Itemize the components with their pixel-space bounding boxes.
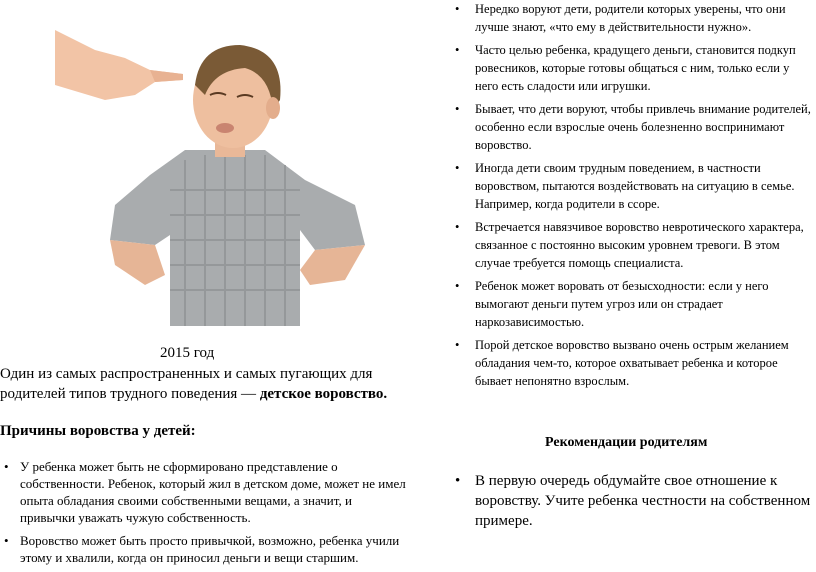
list-item: • Иногда дети своим трудным поведением, в частности воровством, пытаются воздействовать на ситуацию в семье. Например, когда родители в ссоре. bbox=[455, 159, 815, 213]
list-item: • Воровство может быть просто привычкой, возможно, ребенка учили этому и хвалили, когда он приносил деньги и вещи старшим. bbox=[0, 532, 410, 566]
child-scolded-photo bbox=[55, 0, 375, 326]
list-item: • Часто целью ребенка, крадущего деньги, становится подкуп ровесников, которые готовы общаться с ним, только если у него есть сладости или игрушки. bbox=[455, 41, 815, 95]
reasons-list bbox=[455, 0, 815, 395]
list-item: • Порой детское воровство вызвано очень острым желанием обладания чем-то, которое охватывает ребенка и которое бывает непонятно взрослым. bbox=[455, 336, 815, 390]
causes-heading: Причины воровства у детей: bbox=[0, 423, 196, 439]
recommendations-heading: Рекомендации родителям bbox=[545, 435, 708, 450]
list-item: • Ребенок может воровать от безысходности: если у него вымогают деньги путем угроз или он страдает наркозависимостью. bbox=[455, 277, 815, 331]
document-year: 2015 год bbox=[160, 345, 215, 361]
recommendations-list bbox=[455, 471, 815, 531]
list-item: • Нередко воруют дети, родители которых уверены, что они лучше знают, «что ему в действительности нужно». bbox=[455, 0, 815, 36]
intro-paragraph bbox=[0, 364, 400, 404]
list-item: • У ребенка может быть не сформировано представление о собственности. Ребенок, который жил в детском доме, может не имел опыта обладания своими собственными вещами, а значит, и привычки уважать чужую собственность. bbox=[0, 458, 410, 526]
intro-bold-phrase: детское воровство. bbox=[259, 386, 388, 402]
list-item: • Бывает, что дети воруют, чтобы привлечь внимание родителей, особенно если взрослые очень болезненно воспринимают воровство. bbox=[455, 100, 815, 154]
list-item: • В первую очередь обдумайте свое отношение к воровству. Учите ребенка честности на собственном примере. bbox=[455, 471, 815, 531]
list-item: • Встречается навязчивое воровство невротического характера, связанное с постоянно высоким уровнем тревоги. В этом случае требуется помощь специалиста. bbox=[455, 218, 815, 272]
causes-list bbox=[0, 458, 410, 572]
intro-text: Один из самых распространенных и самых пугающих для родителей типов трудного поведения — bbox=[0, 366, 373, 402]
